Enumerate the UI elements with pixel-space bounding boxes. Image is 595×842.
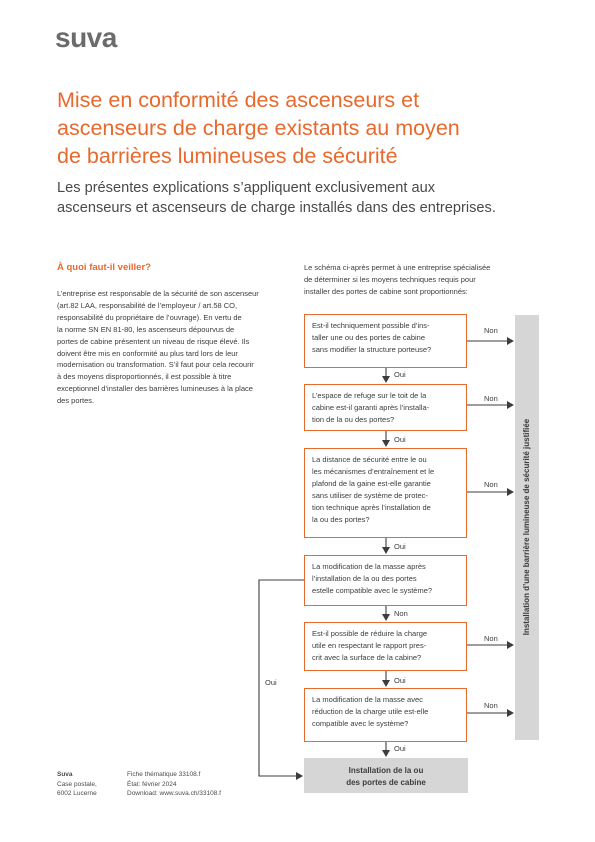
- side-label: Non: [484, 634, 498, 643]
- question-line: Est-il possible de réduire la charge: [312, 629, 428, 638]
- down-label: Oui: [394, 676, 406, 685]
- footer-org-name: Suva: [57, 771, 73, 778]
- footer-meta-line: Fiche thématique 33108.f: [127, 771, 201, 778]
- question-line: tion technique après l’installation de: [312, 502, 431, 512]
- question-box-4: [304, 555, 467, 606]
- question-box-5: [304, 622, 467, 671]
- side-label: Oui: [265, 678, 277, 687]
- question-line: utile en respectant le rapport pres-: [312, 640, 427, 650]
- side-label: Non: [484, 480, 498, 489]
- body-line: (art.82 LAA, responsabilité de l’employeur / art.58 CO,: [57, 300, 238, 310]
- body-line: exceptionnel d’installer des barrières lumineuses à la place: [57, 384, 253, 394]
- final-line: des portes de cabine: [346, 778, 426, 787]
- question-box-6: [304, 688, 467, 742]
- suva-logo: suva: [55, 22, 117, 53]
- question-line: La modification de la masse avec: [312, 695, 423, 704]
- down-label: Non: [394, 609, 408, 618]
- question-box-1: [304, 314, 467, 368]
- final-line: Installation de la ou: [348, 766, 424, 775]
- down-label: Oui: [394, 435, 406, 444]
- title-line: Mise en conformité des ascenseurs et: [57, 88, 420, 112]
- question-line: crit avec la surface de la cabine?: [312, 652, 422, 662]
- question-line: les mécanismes d’entraînement et le: [312, 466, 435, 476]
- footer-meta: [127, 770, 221, 799]
- question-line: Est-il techniquement possible d’ins-: [312, 321, 430, 330]
- body-line: doivent être mis en conformité au plus tard lors de leur: [57, 348, 238, 358]
- body-line: des portes.: [57, 396, 95, 406]
- footer-download-link[interactable]: Download: www.suva.ch/33108.f: [127, 790, 221, 797]
- intro-line: de déterminer si les moyens techniques requis pour: [304, 274, 476, 284]
- question-line: cabine est-il garanti après l’installa-: [312, 402, 430, 412]
- side-label: Non: [484, 394, 498, 403]
- question-line: sans utiliser de système de protec-: [312, 490, 428, 500]
- footer-meta-line: État: février 2024: [127, 780, 177, 788]
- side-label: Non: [484, 701, 498, 710]
- question-box-3: [304, 448, 467, 538]
- body-line: à des moyens disproportionnés, il est possible à titre: [57, 372, 232, 382]
- question-line: l’installation de la ou des portes: [312, 573, 417, 583]
- question-line: plafond de la gaine est-elle garantie: [312, 478, 431, 488]
- footer-org-line: Case postale,: [57, 780, 97, 788]
- section-heading: À quoi faut-il veiller?: [57, 262, 151, 273]
- body-line: portes de cabine présentent un niveau de risque élevé. Ils: [57, 336, 250, 346]
- question-line: réduction de la charge utile est-elle: [312, 706, 429, 716]
- down-label: Oui: [394, 542, 406, 551]
- question-line: La modification de la masse après: [312, 562, 426, 571]
- down-label: Oui: [394, 370, 406, 379]
- footer-org-line: 6002 Lucerne: [57, 790, 97, 797]
- body-line: modernisation ou transformation. S’il faut pour cela recourir: [57, 360, 254, 370]
- body-line: la norme SN EN 81-80, les ascenseurs dépourvus de: [57, 324, 235, 334]
- question-line: La distance de sécurité entre le ou: [312, 455, 427, 464]
- down-label: Oui: [394, 744, 406, 753]
- body-line: L’entreprise est responsable de la sécurité de son ascenseur: [57, 289, 259, 298]
- subtitle-line: Les présentes explications s’appliquent exclusivement aux: [57, 180, 436, 196]
- body-line: responsabilité du propriétaire de l’ouvrage). En vertu de: [57, 312, 242, 322]
- question-line: L’espace de refuge sur le toit de la: [312, 391, 427, 400]
- question-line: taller une ou des portes de cabine: [312, 332, 425, 342]
- light-barrier-label: Installation d’une barrière lumineuse de sécurité justifiée: [522, 418, 531, 636]
- title-line: ascenseurs de charge existants au moyen: [57, 116, 460, 140]
- final-box: [304, 758, 468, 793]
- question-line: la ou des portes?: [312, 514, 370, 524]
- question-line: compatible avec le système?: [312, 718, 409, 728]
- question-line: estelle compatible avec le système?: [312, 585, 433, 595]
- intro-line: installer des portes de cabine sont proportionnés:: [304, 286, 468, 296]
- footer-org: [57, 770, 97, 799]
- title-line: de barrières lumineuses de sécurité: [57, 144, 398, 168]
- question-line: tion de la ou des portes?: [312, 414, 395, 424]
- subtitle-line: ascenseurs et ascenseurs de charge installés dans des entreprises.: [57, 200, 496, 216]
- question-line: sans modifier la structure porteuse?: [312, 344, 432, 354]
- side-label: Non: [484, 326, 498, 335]
- question-box-2: [304, 384, 467, 431]
- intro-line: Le schéma ci-après permet à une entreprise spécialisée: [304, 263, 491, 272]
